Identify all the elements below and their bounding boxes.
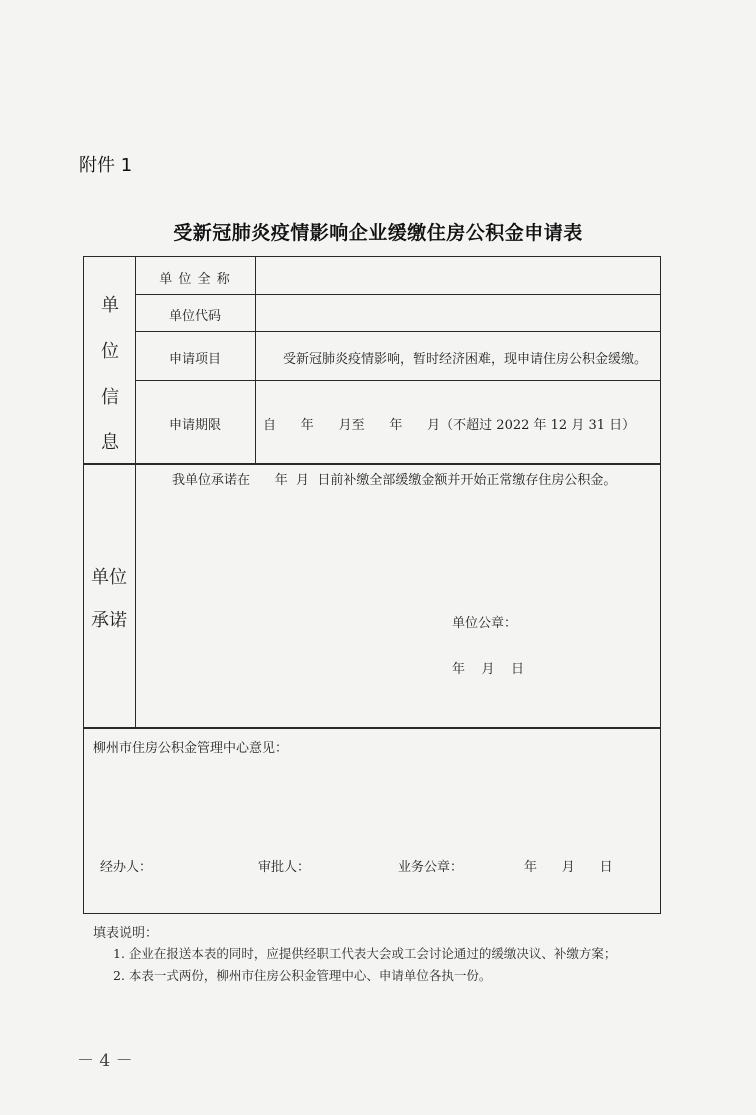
business-seal-label: 业务公章：: [398, 860, 464, 875]
column-divider: [135, 256, 136, 728]
section-divider: [83, 727, 661, 729]
row-divider: [135, 294, 661, 295]
center-opinion-heading: 柳州市住房公积金管理中心意见：: [93, 741, 289, 756]
commitment-section-label: 承诺: [91, 610, 127, 631]
unit-code-label: 单位代码: [168, 309, 221, 324]
column-divider: [255, 256, 256, 464]
commitment-section-label: 单位: [91, 567, 127, 588]
application-period-value: 自 年 月至 年 月（不超过 2022 年 12 月 31 日）: [263, 418, 636, 433]
application-period-label: 申请期限: [168, 418, 221, 433]
unit-name-label: 单 位 全 称: [159, 272, 231, 287]
approver-label: 审批人：: [258, 860, 311, 875]
page-number: － 4 －: [77, 1051, 133, 1071]
unit-info-section-char: 单: [101, 295, 119, 316]
row-divider: [135, 380, 661, 381]
opinion-date: 年 月 日: [524, 860, 613, 875]
commitment-text: 我单位承诺在 年 月 日前补缴全部缓缴金额并开始正常缴存住房公积金。: [172, 473, 617, 488]
unit-info-section-char: 位: [101, 341, 119, 362]
unit-info-section-char: 信: [101, 387, 119, 408]
commitment-date: 年 月 日: [452, 662, 525, 677]
application-item-value: 受新冠肺炎疫情影响，暂时经济困难，现申请住房公积金缓缴。: [283, 352, 648, 367]
section-divider: [83, 463, 661, 465]
note-item: 2. 本表一式两份，柳州市住房公积金管理中心、申请单位各执一份。: [113, 968, 492, 983]
attachment-label: 附件 1: [79, 155, 133, 176]
unit-info-section-char: 息: [101, 432, 119, 453]
notes-heading: 填表说明：: [93, 926, 159, 941]
row-divider: [135, 331, 661, 332]
application-item-label: 申请项目: [168, 352, 221, 367]
unit-seal-label: 单位公章：: [452, 616, 518, 631]
document-title: 受新冠肺炎疫情影响企业缓缴住房公积金申请表: [173, 222, 583, 244]
note-item: 1. 企业在报送本表的同时，应提供经职工代表大会或工会讨论通过的缓缴决议、补缴方案；: [113, 946, 617, 961]
handler-label: 经办人：: [100, 860, 153, 875]
